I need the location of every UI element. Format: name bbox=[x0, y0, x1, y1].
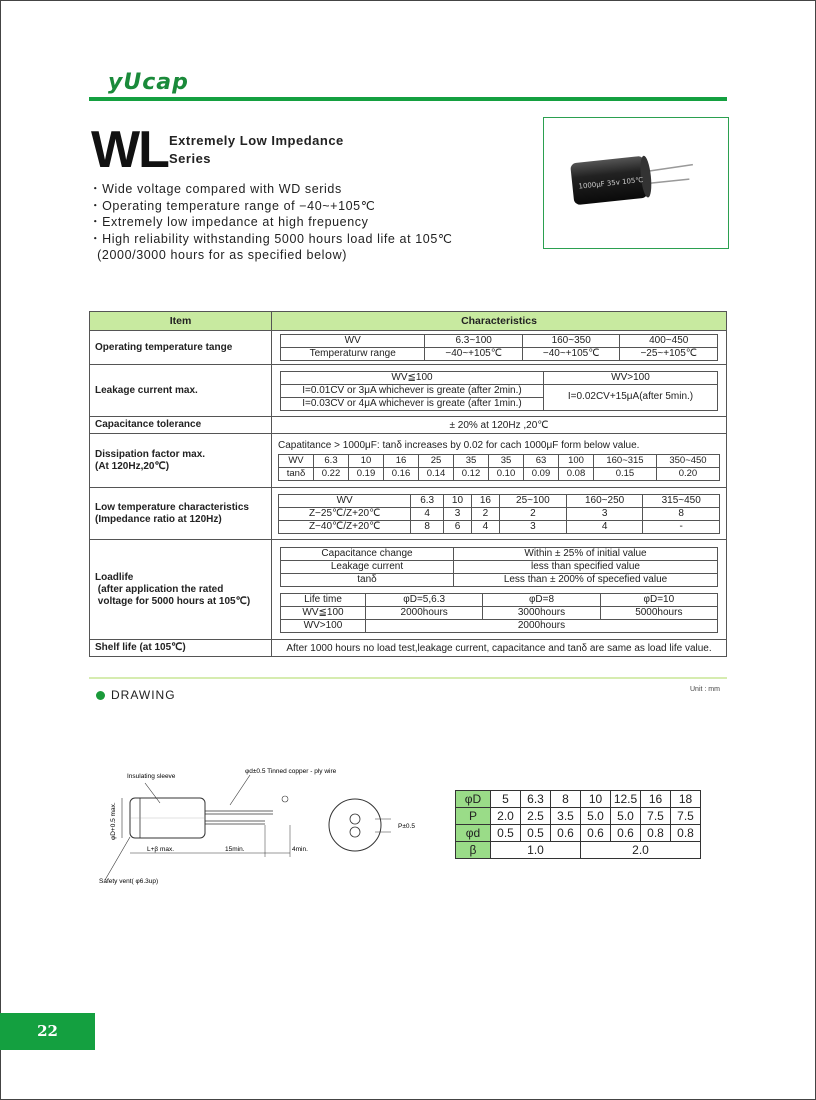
dissip-tan: 0.20 bbox=[656, 468, 719, 481]
life-head: φD=10 bbox=[600, 593, 717, 606]
lowtemp-cell: 25~100 bbox=[499, 494, 566, 507]
leakage-label: Leakage current max. bbox=[90, 365, 272, 417]
dim-cell: 2.0 bbox=[581, 842, 701, 859]
dim-cell: 0.8 bbox=[641, 825, 671, 842]
wire-label: φd±0.5 Tinned copper - ply wire bbox=[245, 768, 337, 775]
life-hours: 2000hours bbox=[366, 606, 483, 619]
header-rule bbox=[89, 97, 727, 101]
feature-item: ・Operating temperature range of −40~+105℃ bbox=[89, 198, 376, 213]
lead-min4-label: 4min. bbox=[292, 846, 308, 853]
dim-cell: 0.8 bbox=[671, 825, 701, 842]
op-temp-range: −25~+105℃ bbox=[620, 348, 718, 361]
dissip-wv: 25 bbox=[419, 455, 454, 468]
dissip-tan: 0.19 bbox=[349, 468, 384, 481]
op-temp-table bbox=[280, 334, 718, 361]
lowtemp-cell: 4 bbox=[471, 520, 499, 533]
dim-cell: 0.5 bbox=[521, 825, 551, 842]
can-print: 1000μF 35v 105℃ bbox=[578, 175, 644, 191]
loadlife-item: Leakage current bbox=[281, 560, 454, 573]
dissip-tan: 0.15 bbox=[594, 468, 657, 481]
dim-cell: 10 bbox=[581, 791, 611, 808]
lowtemp-cell: 3 bbox=[444, 507, 472, 520]
loadlife-label bbox=[90, 540, 272, 640]
dissip-tan: 0.08 bbox=[559, 468, 594, 481]
dim-cell: 6.3 bbox=[521, 791, 551, 808]
dim-cell: 2.5 bbox=[521, 808, 551, 825]
life-head: φD=5,6.3 bbox=[366, 593, 483, 606]
head-item: Item bbox=[90, 312, 272, 331]
dissip-tan: 0.16 bbox=[384, 468, 419, 481]
lowtemp-label-1: Low temperature characteristics bbox=[95, 501, 249, 513]
head-characteristics: Characteristics bbox=[272, 312, 727, 331]
dissip-wv: 63 bbox=[524, 455, 559, 468]
dim-cell: 7.5 bbox=[671, 808, 701, 825]
op-temp-wv: 160~350 bbox=[522, 335, 620, 348]
lowtemp-cell: 160~250 bbox=[566, 494, 643, 507]
lowtemp-table bbox=[278, 494, 720, 534]
dim-cell: 18 bbox=[671, 791, 701, 808]
dissip-wv-head: WV bbox=[279, 455, 314, 468]
dim-cell: 0.6 bbox=[551, 825, 581, 842]
dissip-wv: 10 bbox=[349, 455, 384, 468]
lowtemp-cell: WV bbox=[279, 494, 411, 507]
loadlife-item: tanδ bbox=[281, 573, 454, 586]
dim-cell: 1.0 bbox=[491, 842, 581, 859]
dissip-label bbox=[90, 434, 272, 488]
dim-cell: 12.5 bbox=[611, 791, 641, 808]
dim-cell: 0.6 bbox=[611, 825, 641, 842]
loadlife-label-1: Loadlife bbox=[95, 571, 134, 583]
life-head: φD=8 bbox=[483, 593, 600, 606]
life-hours: 5000hours bbox=[600, 606, 717, 619]
dim-cell: 5 bbox=[491, 791, 521, 808]
lowtemp-label-2: (Impedance ratio at 120Hz) bbox=[95, 513, 222, 525]
dim-head: β bbox=[456, 842, 491, 859]
dissip-tan: 0.14 bbox=[419, 468, 454, 481]
lowtemp-cell: 4 bbox=[566, 520, 643, 533]
section-rule bbox=[89, 677, 727, 679]
leakage-rule: I=0.02CV+15μA(after 5min.) bbox=[544, 384, 718, 410]
lowtemp-cell: 2 bbox=[471, 507, 499, 520]
pitch-label: P±0.5 bbox=[398, 823, 415, 830]
life-wv: WV≦100 bbox=[281, 606, 366, 619]
dim-cell: 7.5 bbox=[641, 808, 671, 825]
lowtemp-cell: 4 bbox=[411, 507, 444, 520]
op-temp-range-head: Temperaturw range bbox=[281, 348, 425, 361]
dissip-label-1: Dissipation factor max. bbox=[95, 448, 206, 460]
dissip-wv: 350~450 bbox=[656, 455, 719, 468]
leakage-rule: I=0.01CV or 3μA whichever is greate (after 2min.) bbox=[281, 384, 544, 397]
shelf-value: After 1000 hours no load test,leakage current, capacitance and tanδ are same as load life value. bbox=[272, 640, 727, 657]
loadlife-value: Less than ± 200% of specefied value bbox=[454, 573, 718, 586]
lowtemp-cell: 10 bbox=[444, 494, 472, 507]
loadlife-label-2: (after application the rated bbox=[95, 583, 224, 595]
spec-table bbox=[89, 311, 727, 657]
life-wv: WV>100 bbox=[281, 619, 366, 632]
leakage-table bbox=[280, 371, 718, 411]
dissip-label-2: (At 120Hz,20℃) bbox=[95, 460, 170, 472]
dissip-wv: 6.3 bbox=[314, 455, 349, 468]
dissip-tan: 0.10 bbox=[489, 468, 524, 481]
product-photo bbox=[543, 117, 729, 249]
brand-logo: yUcap bbox=[108, 70, 189, 95]
dissip-tan: 0.22 bbox=[314, 468, 349, 481]
series-title bbox=[169, 132, 344, 168]
dim-cell: 16 bbox=[641, 791, 671, 808]
lowtemp-cell: 3 bbox=[499, 520, 566, 533]
dissip-wv: 100 bbox=[559, 455, 594, 468]
lowtemp-label bbox=[90, 488, 272, 540]
dim-cell: 5.0 bbox=[611, 808, 641, 825]
loadlife-value: less than specified value bbox=[454, 560, 718, 573]
dissip-tan: 0.09 bbox=[524, 468, 559, 481]
op-temp-range: −40~+105℃ bbox=[522, 348, 620, 361]
lowtemp-cell: 6.3 bbox=[411, 494, 444, 507]
lowtemp-cell: 8 bbox=[643, 507, 720, 520]
leakage-head: WV>100 bbox=[544, 371, 718, 384]
lowtemp-cell: 2 bbox=[499, 507, 566, 520]
life-hours: 2000hours bbox=[366, 619, 718, 632]
loadlife-item: Capacitance change bbox=[281, 547, 454, 560]
page-number: 22 bbox=[0, 1013, 95, 1050]
loadlife-label-3: voltage for 5000 hours at 105℃) bbox=[95, 595, 251, 607]
cap-tol-value: ± 20% at 120Hz ,20℃ bbox=[272, 417, 727, 434]
leakage-head: WV≦100 bbox=[281, 371, 544, 384]
dimension-drawing bbox=[85, 765, 415, 895]
lowtemp-cell: Z−25℃/Z+20℃ bbox=[279, 507, 411, 520]
feature-item: ・Extremely low impedance at high frepuency bbox=[89, 215, 369, 229]
dim-cell: 3.5 bbox=[551, 808, 581, 825]
dissip-wv: 16 bbox=[384, 455, 419, 468]
unit-note: Unit : mm bbox=[690, 686, 720, 693]
loadlife-value: Within ± 25% of initial value bbox=[454, 547, 718, 560]
shelf-label: Shelf life (at 105℃) bbox=[90, 640, 272, 657]
op-temp-wv: 400~450 bbox=[620, 335, 718, 348]
dim-cell: φD bbox=[456, 791, 491, 808]
dissip-wv: 35 bbox=[489, 455, 524, 468]
dim-cell: 5.0 bbox=[581, 808, 611, 825]
life-head: Life time bbox=[281, 593, 366, 606]
loadlife-hours-table bbox=[280, 593, 718, 633]
lead-min-label: 15min. bbox=[225, 846, 245, 853]
dissip-note: Capatitance > 1000μF: tanδ increases by 0.02 for cach 1000μF form below value. bbox=[278, 440, 640, 451]
lowtemp-cell: 3 bbox=[566, 507, 643, 520]
life-hours: 3000hours bbox=[483, 606, 600, 619]
lowtemp-cell: - bbox=[643, 520, 720, 533]
op-temp-wv: 6.3~100 bbox=[425, 335, 523, 348]
dissip-tan-head: tanδ bbox=[279, 468, 314, 481]
dim-cell: 8 bbox=[551, 791, 581, 808]
feature-item: ・Wide voltage compared with WD serids bbox=[89, 182, 342, 196]
op-temp-wv-head: WV bbox=[281, 335, 425, 348]
feature-item: (2000/3000 hours for as specified below) bbox=[89, 248, 347, 262]
op-temp-label: Operating temperature tange bbox=[90, 331, 272, 365]
cap-tol-label: Capacitance tolerance bbox=[90, 417, 272, 434]
feature-item: ・High reliability withstanding 5000 hours load life at 105℃ bbox=[89, 231, 453, 246]
lowtemp-cell: 16 bbox=[471, 494, 499, 507]
feature-list bbox=[89, 181, 453, 264]
lowtemp-cell: 315~450 bbox=[643, 494, 720, 507]
dissip-wv: 160~315 bbox=[594, 455, 657, 468]
dim-cell: φd bbox=[456, 825, 491, 842]
drawing-title: DRAWING bbox=[111, 688, 176, 702]
series-title-line2: Series bbox=[169, 151, 212, 166]
dim-cell: 0.5 bbox=[491, 825, 521, 842]
loadlife-spec-table bbox=[280, 547, 718, 587]
dim-cell: 2.0 bbox=[491, 808, 521, 825]
op-temp-range: −40~+105℃ bbox=[425, 348, 523, 361]
sleeve-label: Insulating sleeve bbox=[127, 773, 176, 780]
drawing-heading bbox=[96, 688, 176, 702]
leakage-rule: I=0.03CV or 4μA whichever is greate (after 1min.) bbox=[281, 397, 544, 410]
vent-label: Safety vent( φ6.3up) bbox=[99, 878, 159, 885]
lowtemp-cell: Z−40℃/Z+20℃ bbox=[279, 520, 411, 533]
dissip-tan: 0.12 bbox=[454, 468, 489, 481]
dimension-table bbox=[455, 790, 701, 859]
dim-cell: P bbox=[456, 808, 491, 825]
lowtemp-cell: 6 bbox=[444, 520, 472, 533]
series-title-line1: Extremely Low Impedance bbox=[169, 133, 344, 148]
lowtemp-cell: 8 bbox=[411, 520, 444, 533]
bullet-dot-icon bbox=[96, 691, 105, 700]
length-label: L+β max. bbox=[147, 846, 175, 853]
dissip-table bbox=[278, 454, 720, 481]
diameter-label: φD+0.5 max. bbox=[110, 802, 117, 840]
dissip-wv: 35 bbox=[454, 455, 489, 468]
dim-cell: 0.6 bbox=[581, 825, 611, 842]
series-code: WL bbox=[91, 121, 168, 179]
capacitor-image bbox=[544, 118, 728, 248]
